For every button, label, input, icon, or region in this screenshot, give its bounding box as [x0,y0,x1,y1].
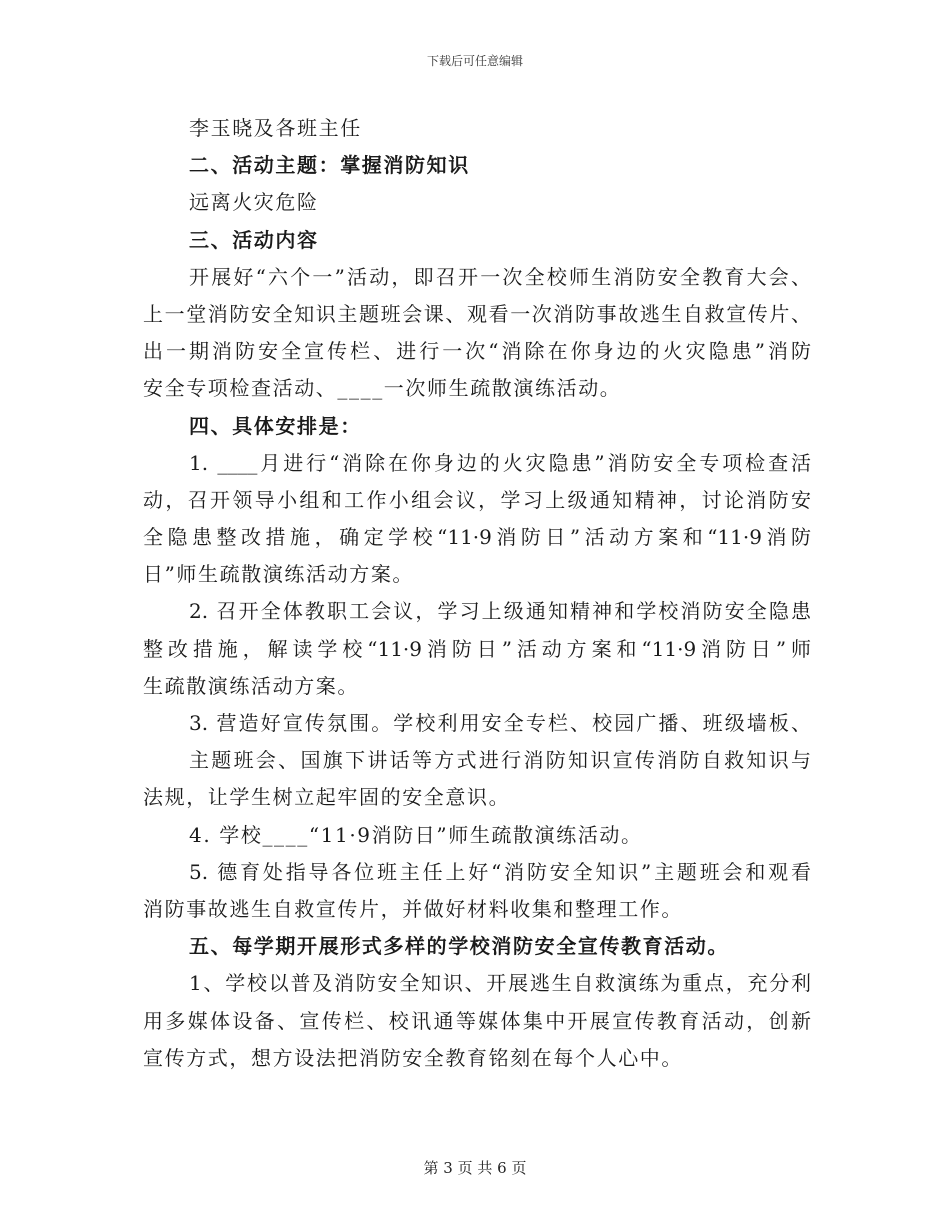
section-heading: 二、活动主题：掌握消防知识 [189,153,470,178]
text-line: 李玉晓及各班主任 [189,116,362,140]
text-line: 宣传方式，想方设法把消防安全教育铭刻在每个人心中。 [143,1045,683,1070]
text-line: 1. ____月进行“消除在你身边的火灾隐患”消防安全专项检查活 [189,450,811,475]
text-line: 全隐患整改措施，确定学校“11·9消防日”活动方案和“11·9消防 [143,525,811,550]
text-line: 法规，让学生树立起牢固的安全意识。 [143,785,511,810]
text-line: 整改措施，解读学校“11·9消防日”活动方案和“11·9消防日”师 [143,636,811,661]
section-heading: 五、每学期开展形式多样的学校消防安全宣传教育活动。 [189,934,729,959]
text-line: 5. 德育处指导各位班主任上好“消防安全知识”主题班会和观看 [189,859,811,884]
text-line: 用多媒体设备、宣传栏、校讯通等媒体集中开展宣传教育活动，创新 [143,1008,811,1033]
section-heading: 四、具体安排是： [189,413,362,438]
text-line: 1、学校以普及消防安全知识、开展逃生自救演练为重点，充分利 [189,971,811,996]
text-line: 4. 学校____“11·9消防日”师生疏散演练活动。 [189,822,643,847]
text-line: 动，召开领导小组和工作小组会议，学习上级通知精神，讨论消防安 [143,487,811,512]
document-body [143,110,811,1077]
page-footer: 第 3 页 共 6 页 [423,1159,527,1177]
text-line: 远离火灾危险 [189,190,319,215]
section-heading: 三、活动内容 [189,227,319,252]
text-line: 日”师生疏散演练活动方案。 [143,562,415,587]
text-line: 生疏散演练活动方案。 [143,673,359,698]
text-line: 出一期消防安全宣传栏、进行一次“消除在你身边的火灾隐患”消防 [143,339,811,364]
text-line: 安全专项检查活动、____一次师生疏散演练活动。 [143,376,622,401]
text-line: 2. 召开全体教职工会议，学习上级通知精神和学校消防安全隐患 [189,599,811,624]
text-line: 开展好“六个一”活动，即召开一次全校师生消防安全教育大会、 [189,264,811,289]
page-header: 下载后可任意编辑 [426,54,523,68]
text-line: 主题班会、国旗下讲话等方式进行消防知识宣传消防自救知识与 [189,748,811,773]
text-line: 3. 营造好宣传氛围。学校利用安全专栏、校园广播、班级墙板、 [189,711,811,735]
text-line: 消防事故逃生自救宣传片，并做好材料收集和整理工作。 [143,896,683,921]
text-line: 上一堂消防安全知识主题班会课、观看一次消防事故逃生自救宣传片、 [143,301,811,326]
